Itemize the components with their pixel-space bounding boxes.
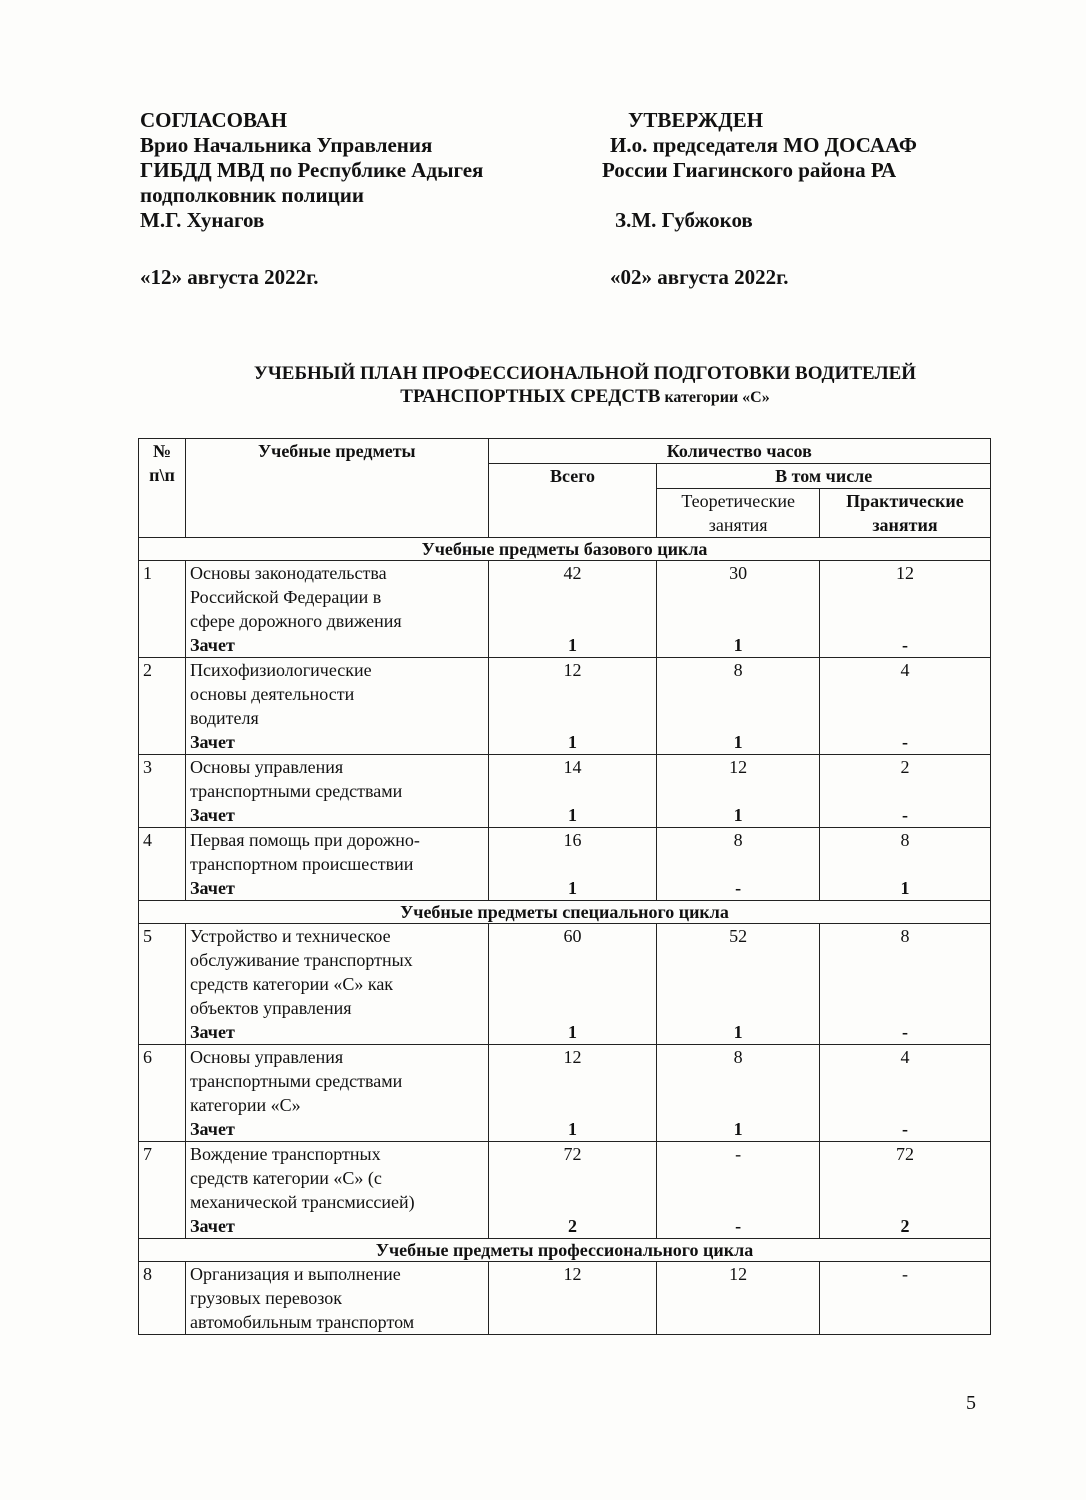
section-header	[139, 538, 991, 561]
hours-total-value: 42	[563, 563, 582, 583]
subject-line: Российской Федерации в	[190, 587, 382, 607]
section-title: Учебные предметы специального цикла	[139, 901, 991, 924]
agreed-position-1: Врио Начальника Управления	[140, 133, 433, 157]
hours-practice-exam-value: -	[901, 1119, 908, 1139]
hours-theory	[657, 1262, 819, 1335]
approved-name: З.М. Губжоков	[615, 208, 753, 232]
section-title: Учебные предметы базового цикла	[139, 538, 991, 561]
hours-theory	[657, 755, 819, 828]
subject-line: транспортными средствами	[190, 781, 403, 801]
hours-theory-value: 8	[733, 830, 743, 850]
document-title-category: категории «С»	[660, 389, 770, 406]
hours-total-value: 12	[563, 1264, 582, 1284]
row-subject	[186, 1142, 489, 1239]
header-subject: Учебные предметы	[186, 439, 489, 538]
hours-total	[488, 755, 657, 828]
hours-practice	[819, 755, 990, 828]
subject-line: автомобильным транспортом	[190, 1312, 415, 1332]
approved-position-1: И.о. председателя МО ДОСААФ	[610, 133, 917, 157]
hours-practice	[819, 1142, 990, 1239]
hours-theory	[657, 924, 819, 1045]
hours-total	[488, 1262, 657, 1335]
hours-total-value: 16	[563, 830, 582, 850]
hours-practice-value: 8	[900, 926, 910, 946]
row-subject	[186, 828, 489, 901]
hours-practice-value: 72	[895, 1144, 914, 1164]
hours-theory-value: 30	[729, 563, 748, 583]
row-subject	[186, 561, 489, 658]
hours-theory-exam-value: 1	[733, 1119, 743, 1139]
hours-theory-exam-value: 1	[733, 1022, 743, 1042]
exam-label: Зачет	[190, 635, 235, 655]
hours-total-exam-value: 1	[567, 732, 577, 752]
hours-total-value: 60	[563, 926, 582, 946]
approved-title: УТВЕРЖДЕН	[628, 108, 764, 132]
hours-theory-value: -	[735, 1144, 742, 1164]
hours-total	[488, 561, 657, 658]
hours-practice	[819, 828, 990, 901]
hours-practice-value: 4	[900, 1047, 910, 1067]
hours-practice-exam-value: 2	[900, 1216, 910, 1236]
curriculum-table	[138, 438, 991, 1335]
hours-practice-exam-value: -	[901, 732, 908, 752]
hours-theory	[657, 1045, 819, 1142]
hours-theory-exam-value: -	[735, 1216, 742, 1236]
subject-line: Устройство и техническое	[190, 926, 391, 946]
hours-theory-value: 12	[729, 757, 748, 777]
agreed-title: СОГЛАСОВАН	[140, 108, 288, 132]
hours-total-exam-value: 1	[567, 805, 577, 825]
agreed-date: «12» августа 2022г.	[140, 265, 319, 289]
exam-label: Зачет	[190, 878, 235, 898]
agreed-rank: подполковник полиции	[140, 183, 364, 207]
subject-line: транспортном происшествии	[190, 854, 414, 874]
row-subject	[186, 924, 489, 1045]
exam-label: Зачет	[190, 805, 235, 825]
hours-total	[488, 828, 657, 901]
hours-practice-value: 2	[900, 757, 910, 777]
table-row	[139, 1045, 991, 1142]
row-subject	[186, 755, 489, 828]
hours-practice-value: 4	[900, 660, 910, 680]
hours-theory-exam-value: -	[735, 878, 742, 898]
subject-line: средств категории «С» как	[190, 974, 394, 994]
subject-line: грузовых перевозок	[190, 1288, 343, 1308]
hours-total	[488, 1142, 657, 1239]
subject-line: Организация и выполнение	[190, 1264, 401, 1284]
subject-line: Основы законодательства	[190, 563, 387, 583]
subject-line: Первая помощь при дорожно-	[190, 830, 420, 850]
hours-practice-exam-value: -	[901, 635, 908, 655]
agreed-block	[140, 108, 600, 290]
agreed-name: М.Г. Хунагов	[140, 208, 265, 232]
row-number: 7	[139, 1142, 186, 1239]
subject-line: Основы управления	[190, 1047, 344, 1067]
hours-practice-exam-value: 1	[900, 878, 910, 898]
hours-total-exam-value: 1	[567, 1119, 577, 1139]
hours-total-value: 12	[563, 1047, 582, 1067]
hours-theory	[657, 1142, 819, 1239]
hours-theory-exam-value: 1	[733, 732, 743, 752]
subject-line: Вождение транспортных	[190, 1144, 381, 1164]
table-row	[139, 1262, 991, 1335]
document-title-line2: ТРАНСПОРТНЫХ СРЕДСТВ	[400, 386, 661, 407]
subject-line: обслуживание транспортных	[190, 950, 413, 970]
row-number: 4	[139, 828, 186, 901]
exam-label: Зачет	[190, 732, 235, 752]
table-row	[139, 924, 991, 1045]
hours-total-exam-value: 1	[567, 635, 577, 655]
subject-line: Психофизиологические	[190, 660, 372, 680]
subject-line: механической трансмиссией)	[190, 1192, 415, 1212]
row-number: 3	[139, 755, 186, 828]
hours-total-value: 12	[563, 660, 582, 680]
subject-line: средств категории «С» (с	[190, 1168, 382, 1188]
hours-total-value: 14	[563, 757, 582, 777]
approved-position-2: России Гиагинского района РА	[602, 158, 897, 182]
subject-line: Основы управления	[190, 757, 344, 777]
subject-line: объектов управления	[190, 998, 352, 1018]
subject-line: транспортными средствами	[190, 1071, 403, 1091]
hours-theory	[657, 658, 819, 755]
approved-date: «02» августа 2022г.	[610, 265, 789, 289]
exam-label: Зачет	[190, 1119, 235, 1139]
header-number: № п\п	[139, 439, 186, 538]
subject-line: водителя	[190, 708, 259, 728]
subject-line: основы деятельности	[190, 684, 355, 704]
row-number: 6	[139, 1045, 186, 1142]
hours-total-exam-value: 2	[567, 1216, 577, 1236]
hours-practice-value: 12	[895, 563, 914, 583]
curriculum-body	[139, 538, 991, 1335]
hours-theory-exam-value: 1	[733, 805, 743, 825]
subject-line: сфере дорожного движения	[190, 611, 402, 631]
hours-practice	[819, 1045, 990, 1142]
hours-practice-value: 8	[900, 830, 910, 850]
hours-total	[488, 1045, 657, 1142]
section-header	[139, 901, 991, 924]
document-title	[140, 362, 1030, 409]
hours-practice-value: -	[901, 1264, 908, 1284]
hours-practice-exam-value: -	[901, 1022, 908, 1042]
hours-theory-value: 8	[733, 1047, 743, 1067]
exam-label: Зачет	[190, 1216, 235, 1236]
header-total: Всего	[488, 464, 657, 538]
header-hours: Количество часов	[488, 439, 990, 464]
row-number: 5	[139, 924, 186, 1045]
table-row	[139, 561, 991, 658]
hours-practice	[819, 561, 990, 658]
document-title-line1: УЧЕБНЫЙ ПЛАН ПРОФЕССИОНАЛЬНОЙ ПОДГОТОВКИ ВОДИТЕЛЕЙ	[253, 363, 917, 384]
table-row	[139, 755, 991, 828]
hours-theory-value: 52	[729, 926, 748, 946]
hours-total-value: 72	[563, 1144, 582, 1164]
section-title: Учебные предметы профессионального цикла	[139, 1239, 991, 1262]
hours-theory	[657, 828, 819, 901]
hours-practice-exam-value: -	[901, 805, 908, 825]
row-subject	[186, 1262, 489, 1335]
hours-practice	[819, 924, 990, 1045]
hours-theory-value: 8	[733, 660, 743, 680]
hours-theory	[657, 561, 819, 658]
hours-theory-exam-value: 1	[733, 635, 743, 655]
table-row	[139, 828, 991, 901]
hours-practice	[819, 1262, 990, 1335]
header-practice: Практические занятия	[819, 489, 990, 538]
page-number: 5	[966, 1392, 976, 1414]
row-number: 1	[139, 561, 186, 658]
hours-total	[488, 658, 657, 755]
row-subject	[186, 1045, 489, 1142]
hours-practice	[819, 658, 990, 755]
header-including: В том числе	[657, 464, 991, 489]
row-subject	[186, 658, 489, 755]
subject-line: категории «С»	[190, 1095, 301, 1115]
row-number: 8	[139, 1262, 186, 1335]
hours-total-exam-value: 1	[567, 1022, 577, 1042]
section-header	[139, 1239, 991, 1262]
row-number: 2	[139, 658, 186, 755]
approved-block	[602, 108, 1010, 290]
table-row	[139, 1142, 991, 1239]
hours-theory-value: 12	[729, 1264, 748, 1284]
hours-total-exam-value: 1	[567, 878, 577, 898]
header-theory: Теоретические занятия	[657, 489, 819, 538]
exam-label: Зачет	[190, 1022, 235, 1042]
table-row	[139, 658, 991, 755]
agreed-position-2: ГИБДД МВД по Республике Адыгея	[140, 158, 484, 182]
hours-total	[488, 924, 657, 1045]
